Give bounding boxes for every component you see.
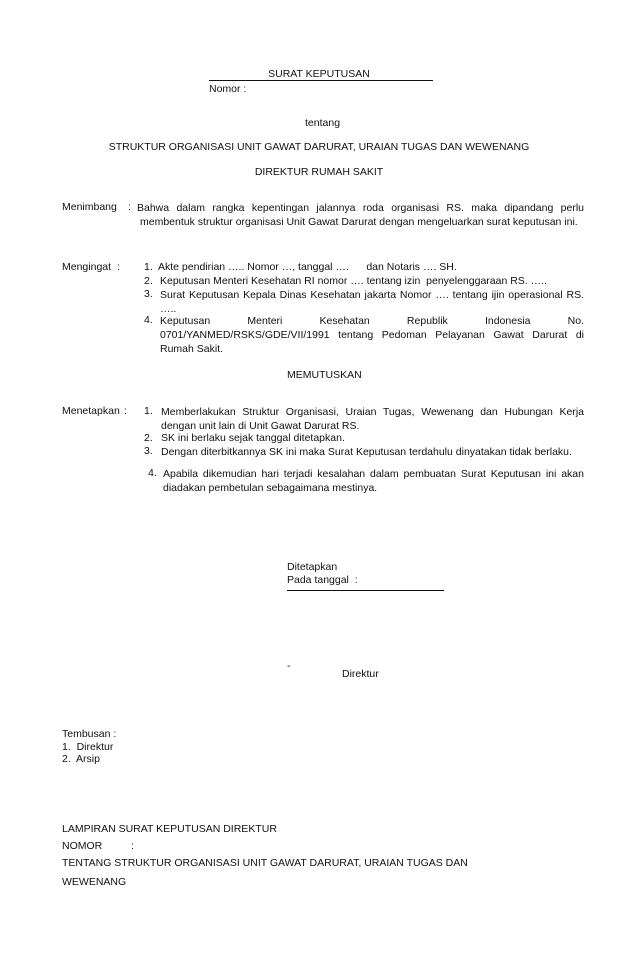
signature-dash: - <box>287 660 291 672</box>
signature-date-line <box>287 590 444 591</box>
lampiran-nomor-label: NOMOR <box>62 840 103 852</box>
tembusan-label: Tembusan : <box>62 728 117 740</box>
mengingat-label: Mengingat <box>62 261 112 273</box>
ditetapkan-label: Ditetapkan <box>287 561 338 573</box>
lampiran-title: LAMPIRAN SURAT KEPUTUSAN DIREKTUR <box>62 823 277 835</box>
menimbang-text: Bahwa dalam rangka kepentingan jalannya roda organisasi RS. maka dipandang perlu membentuk struktur organisasi Unit Gawat Darurat dengan mengeluarkan surat keputusan ini. <box>137 202 584 228</box>
mengingat-item-text: Keputusan Menteri Kesehatan Republik Indonesia No. 0701/YANMED/RSKS/GDE/VII/1991 tentang Pedoman Pelayanan Gawat Darurat di Rumah Sakit. <box>160 315 584 355</box>
menetapkan-label: Menetapkan <box>62 405 120 417</box>
tembusan-item: 1. Direktur <box>62 741 114 753</box>
mengingat-item-num: 4. <box>144 314 153 326</box>
menimbang-label: Menimbang <box>62 201 117 213</box>
document-issuer: DIREKTUR RUMAH SAKIT <box>254 166 384 178</box>
mengingat-item-num: 3. <box>144 288 153 300</box>
nomor-label: Nomor : <box>209 83 247 95</box>
mengingat-item-text: Keputusan Menteri Kesehatan RI nomor …. tentang izin penyelenggaraan RS. ….. <box>160 275 547 287</box>
menetapkan-item-num: 1. <box>144 405 153 417</box>
memutuskan-heading: MEMUTUSKAN <box>287 369 362 381</box>
menetapkan-item-text: Memberlakukan Struktur Organisasi, Uraian Tugas, Wewenang dan Hubungan Kerja dengan unit lain di Unit Gawat Darurat RS. <box>161 406 584 432</box>
mengingat-item-num: 1. <box>144 261 153 273</box>
mengingat-item-num: 2. <box>144 275 153 287</box>
mengingat-colon: : <box>117 261 120 273</box>
menetapkan-colon: : <box>124 405 127 417</box>
menetapkan-item-text: SK ini berlaku sejak tanggal ditetapkan. <box>161 432 345 444</box>
menetapkan-item-num: 4. <box>148 467 157 479</box>
tembusan-item: 2. Arsip <box>62 753 100 765</box>
tentang-label: tentang <box>305 117 341 129</box>
menetapkan-item-text: Dengan diterbitkannya SK ini maka Surat Keputusan terdahulu dinyatakan tidak berlaku. <box>161 446 572 458</box>
document-subject: STRUKTUR ORGANISASI UNIT GAWAT DARURAT, URAIAN TUGAS DAN WEWENANG <box>108 141 530 153</box>
lampiran-wewenang: WEWENANG <box>62 876 127 888</box>
mengingat-item-text: Akte pendirian ….. Nomor …, tanggal …. dan Notaris …. SH. <box>158 261 457 273</box>
lampiran-tentang: TENTANG STRUKTUR ORGANISASI UNIT GAWAT DARURAT, URAIAN TUGAS DAN <box>62 857 468 869</box>
pada-tanggal-label: Pada tanggal : <box>287 574 358 586</box>
menimbang-colon: : <box>128 201 131 213</box>
menetapkan-item-text: Apabila dikemudian hari terjadi kesalahan dalam pembuatan Surat Keputusan ini akan diadakan pembetulan sebagaimana mestinya. <box>163 468 584 494</box>
mengingat-item-text: Surat Keputusan Kepala Dinas Kesehatan jakarta Nomor …. tentang ijin operasional RS. ….. <box>160 289 584 315</box>
document-title: SURAT KEPUTUSAN <box>268 68 370 80</box>
direktur-label: Direktur <box>342 668 379 680</box>
lampiran-nomor-colon: : <box>131 840 134 852</box>
menetapkan-item-num: 2. <box>144 432 153 444</box>
menetapkan-item-num: 3. <box>144 445 153 457</box>
title-underline <box>209 80 433 81</box>
